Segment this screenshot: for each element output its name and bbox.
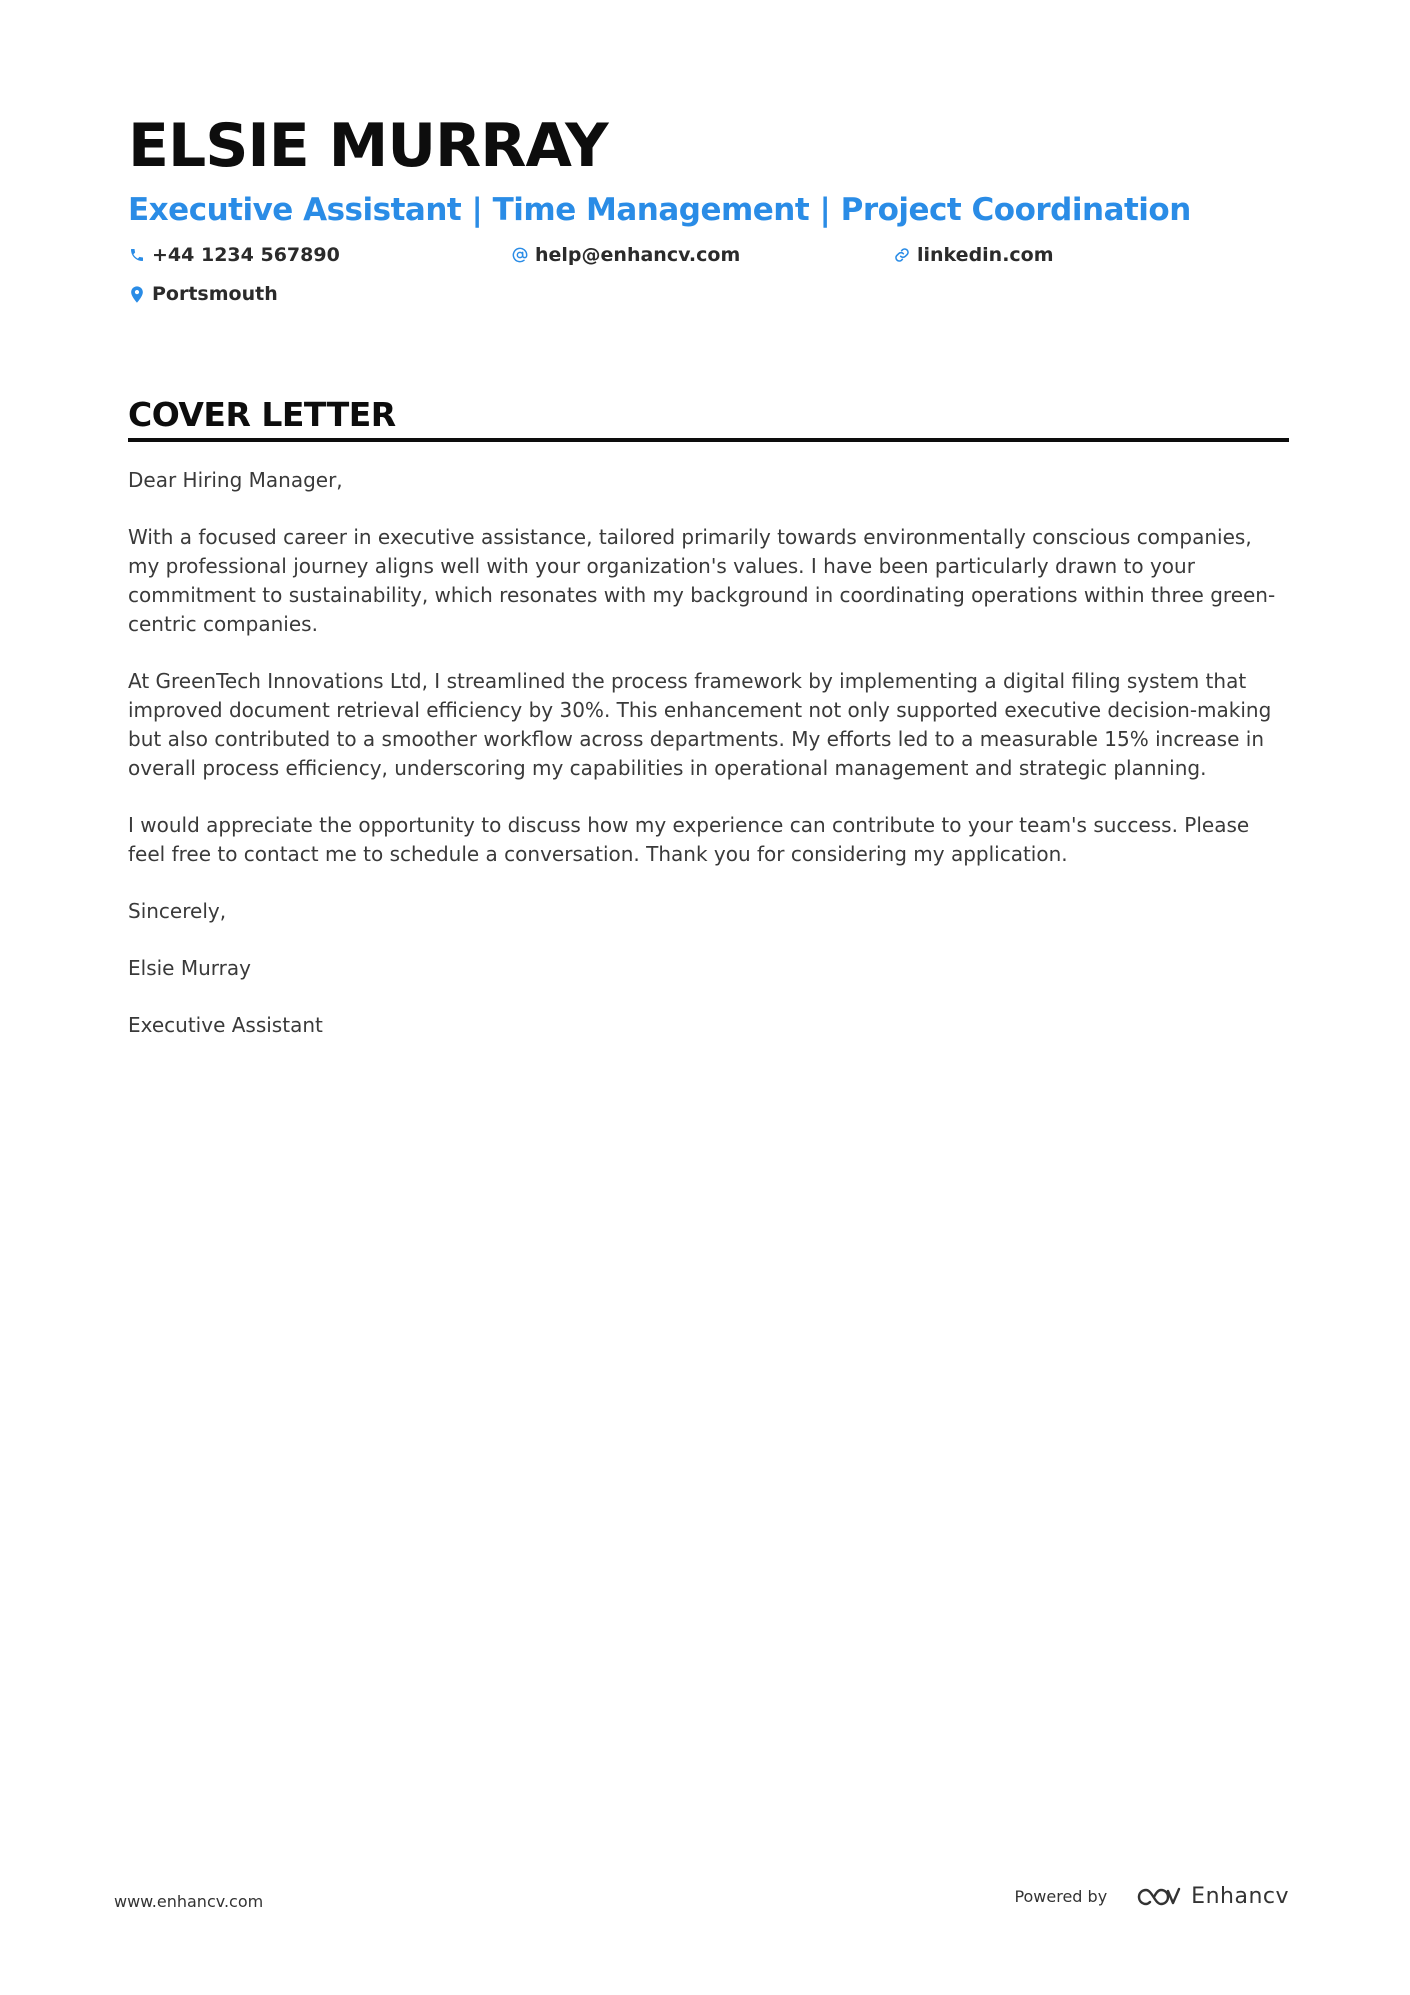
contact-email[interactable] — [511, 240, 740, 270]
contact-phone-text: +44 1234 567890 — [152, 244, 340, 266]
phone-icon — [128, 246, 146, 264]
signature-title: Executive Assistant — [128, 1013, 323, 1037]
letter-greeting: Dear Hiring Manager, — [128, 468, 343, 492]
letter-paragraph: At GreenTech Innovations Ltd, I streamlined the process framework by implementing a digital filing system that improved document retrieval efficiency by 30%. This enhancement not only supported executive decision-making but also contributed to a smoother workflow across departments. My efforts led to a measurable 15% increase in overall process efficiency, underscoring my capabilities in operational management and strategic planning. — [128, 669, 1272, 780]
contact-link[interactable] — [893, 240, 1054, 270]
link-icon — [893, 246, 911, 264]
at-sign-icon — [511, 246, 529, 264]
letter-paragraph: I would appreciate the opportunity to discuss how my experience can contribute to your team's success. Please feel free to contact me to schedule a conversation. Thank you for considering my application. — [128, 813, 1250, 866]
contact-link-text[interactable]: linkedin.com — [917, 244, 1054, 266]
signature-name: Elsie Murray — [128, 956, 251, 980]
powered-by-label: Powered by — [1014, 1887, 1108, 1906]
map-pin-icon — [128, 285, 146, 303]
contact-location — [128, 279, 278, 309]
letter-paragraph: With a focused career in executive assistance, tailored primarily towards environmentally conscious companies, my professional journey aligns well with your organization's values. I have been particularly drawn to your commitment to sustainability, which resonates with my background in coordinating operations within three green-centric companies. — [128, 525, 1276, 636]
contact-location-text: Portsmouth — [152, 283, 278, 305]
candidate-headline: Executive Assistant | Time Management | Project Coordination — [128, 192, 1191, 228]
letter-body — [128, 466, 1289, 1068]
footer-website[interactable]: www.enhancv.com — [114, 1892, 264, 1911]
section-title: COVER LETTER — [128, 395, 396, 434]
contact-email-text[interactable]: help@enhancv.com — [535, 244, 741, 266]
brand-name: Enhancv — [1191, 1884, 1289, 1909]
section-divider — [128, 438, 1289, 442]
contact-phone — [128, 240, 340, 270]
letter-closing: Sincerely, — [128, 899, 227, 923]
footer-branding[interactable] — [1014, 1884, 1289, 1909]
candidate-name: ELSIE MURRAY — [128, 111, 608, 181]
enhancv-logo-icon — [1135, 1885, 1181, 1909]
